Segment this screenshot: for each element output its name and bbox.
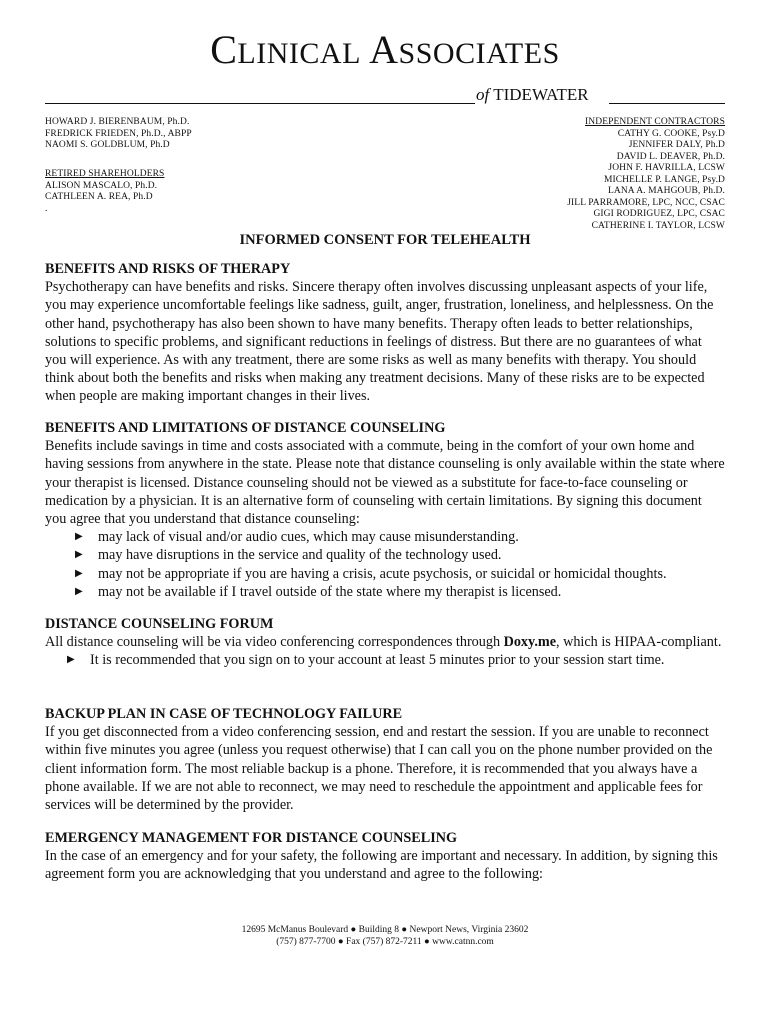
list-item (45, 583, 725, 601)
arrow-right-icon: ▶ (75, 531, 83, 543)
partner-name: FREDRICK FRIEDEN, Ph.D., ABPP (45, 128, 192, 139)
forum-platform-name: Doxy.me (503, 634, 556, 651)
list-item (45, 528, 725, 546)
section-limitations (45, 419, 725, 601)
partner-name: HOWARD J. BIERENBAUM, Ph.D. (45, 117, 190, 127)
list-item-text: It is recommended that you sign on to your account at least 5 minutes prior to your session start time. (90, 652, 665, 669)
contractor-name: MICHELLE P. LANGE, Psy.D (603, 174, 725, 185)
section-heading: DISTANCE COUNSELING FORUM (45, 616, 274, 632)
contractor-name: DAVID L. DEAVER, Ph.D. (616, 151, 725, 162)
letterhead-of: of (476, 85, 490, 104)
contractor-name: CATHY G. COOKE, Psy.D (617, 128, 725, 139)
list-item (45, 651, 725, 669)
contractor-name: JILL PARRAMORE, LPC, NCC, CSAC (567, 197, 725, 208)
contractor-name: CATHERINE I. TAYLOR, LCSW (591, 220, 725, 231)
footer-contact: (757) 877-7700 ● Fax (757) 872-7211 ● www.catnn.com (276, 937, 494, 947)
section-heading: BENEFITS AND LIMITATIONS OF DISTANCE COUNSELING (45, 420, 446, 436)
document-title: INFORMED CONSENT FOR TELEHEALTH (239, 232, 531, 248)
section-heading: EMERGENCY MANAGEMENT FOR DISTANCE COUNSELING (45, 830, 457, 846)
contractor-name: GIGI RODRIGUEZ, LPC, CSAC (593, 209, 725, 219)
footer-address: 12695 McManus Boulevard ● Building 8 ● Newport News, Virginia 23602 (241, 925, 529, 935)
section-body (45, 633, 725, 651)
letterhead-brand (0, 27, 770, 72)
list-item-text: may have disruptions in the service and quality of the technology used. (98, 547, 502, 564)
arrow-right-icon: ▶ (75, 549, 83, 561)
list-item-text: may not be available if I travel outside of the state where my therapist is licensed. (98, 583, 562, 600)
arrow-right-icon: ▶ (67, 654, 75, 666)
list-item-text: may lack of visual and/or audio cues, which may cause misunderstanding. (98, 529, 519, 546)
letterhead-place (476, 85, 589, 105)
contractor-name: JOHN F. HAVRILLA, LCSW (608, 163, 725, 173)
brand-initial-c: C (210, 27, 238, 72)
retired-name: ALISON MASCALO, Ph.D. (45, 180, 158, 191)
forum-list (45, 651, 725, 669)
list-item (45, 546, 725, 564)
forum-body-start: All distance counseling will be via video conferencing correspondences through (45, 634, 504, 651)
contractors-heading: INDEPENDENT CONTRACTORS (585, 117, 725, 127)
contractors-list (567, 117, 725, 232)
brand-word-clinical: LINICAL (237, 37, 361, 70)
section-body: If you get disconnected from a video conferencing session, end and restart the session. If you are unable to reconnect within five minutes you agree (unless you request otherwise) that I can call you on the phone number provided on the client information form. The most reliable backup is a phone. Therefore, it is recommended that you always have a phone available. If we are not able to reconnect, we may need to reschedule the appointment and applicable fees for services will be determined by the provider. (45, 724, 713, 814)
section-body: Benefits include savings in time and costs associated with a commute, being in the comfort of your own home and having sessions from anywhere in the state. Please note that distance counseling is only available within the state where your therapist is licensed. Distance counseling should not be viewed as a substitute for face-to-face counseling or medication by a physician. It is an alternative form of counseling with certain limitations. By signing this document you agree that you understand that distance counseling: (45, 438, 725, 528)
retired-list (45, 169, 164, 215)
section-benefits-risks (45, 260, 725, 406)
retired-heading: RETIRED SHAREHOLDERS (45, 169, 165, 179)
brand-initial-a: A (369, 27, 399, 72)
forum-body-end: , which is HIPAA-compliant. (556, 634, 722, 651)
retired-name: . (45, 203, 48, 214)
retired-name: CATHLEEN A. REA, Ph.D (45, 192, 153, 202)
partners-list (45, 117, 192, 152)
section-forum (45, 615, 725, 670)
brand-word-associates: SSOCIATES (398, 37, 560, 70)
letterhead-rule-left (45, 103, 475, 104)
partner-name: NAOMI S. GOLDBLUM, Ph.D (45, 140, 170, 150)
letterhead-rule-right (609, 103, 725, 104)
list-item-text: may not be appropriate if you are having a crisis, acute psychosis, or suicidal or homicidal thoughts. (98, 565, 667, 582)
page-footer (0, 924, 770, 948)
list-item (45, 565, 725, 583)
letterhead-place-name: TIDEWATER (493, 85, 589, 104)
section-body: Psychotherapy can have benefits and risks. Sincere therapy often involves discussing unpleasant aspects of your life, you may experience uncomfortable feelings like sadness, guilt, anger, frustration, loneliness, and helplessness. On the other hand, psychotherapy has also been shown to have many benefits. Therapy often leads to better relationships, solutions to specific problems, and significant reductions in feelings of distress. But there are no guarantees of what you will experience. As with any treatment, there are some risks as well as many benefits with therapy. You should think about both the benefits and risks when making any treatment decisions. Many of these risks are to be expected when people are making important changes in their lives. (45, 279, 714, 405)
section-emergency (45, 829, 725, 884)
section-heading: BACKUP PLAN IN CASE OF TECHNOLOGY FAILURE (45, 706, 403, 722)
section-heading: BENEFITS AND RISKS OF THERAPY (45, 261, 291, 277)
arrow-right-icon: ▶ (75, 585, 83, 597)
contractor-name: JENNIFER DALY, Ph.D (628, 140, 725, 150)
limitations-list (45, 528, 725, 601)
arrow-right-icon: ▶ (75, 567, 83, 579)
section-backup-plan (45, 705, 725, 814)
contractor-name: LANA A. MAHGOUB, Ph.D. (607, 186, 725, 196)
section-body: In the case of an emergency and for your safety, the following are important and necessary. In addition, by signing this agreement form you are acknowledging that you understand and agree to the following: (45, 848, 718, 883)
